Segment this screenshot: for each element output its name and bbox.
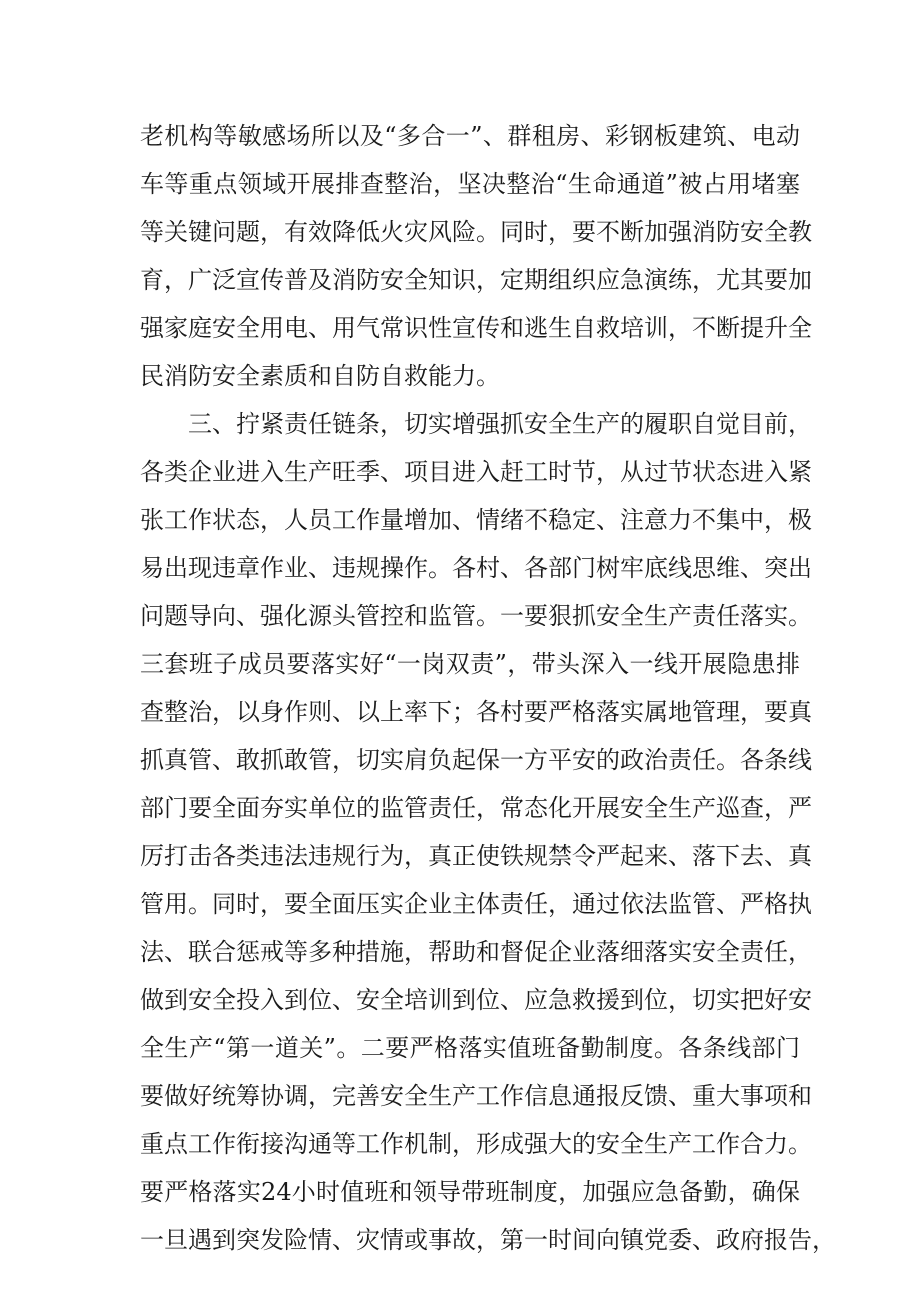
text-line: 强家庭安全用电、用气常识性宣传和逃生自救培训，不断提升全 <box>140 314 812 342</box>
text-line: 查整治，以身作则、以上率下；各村要严格落实属地管理，要真 <box>140 698 812 726</box>
text-line: 部门要全面夯实单位的监管责任，常态化开展安全生产巡查，严 <box>140 794 812 822</box>
text-line: 要严格落实24小时值班和领导带班制度，加强应急备勤，确保 <box>140 1178 800 1206</box>
text-line: 厉打击各类违法违规行为，真正使铁规禁令严起来、落下去、真 <box>140 842 812 870</box>
text-line: 育，广泛宣传普及消防安全知识，定期组织应急演练，尤其要加 <box>140 266 812 294</box>
text-line: 管用。同时，要全面压实企业主体责任，通过依法监管、严格执 <box>140 890 812 918</box>
text-line: 抓真管、敢抓敢管，切实肩负起保一方平安的政治责任。各条线 <box>140 746 812 774</box>
text-line: 重点工作衔接沟通等工作机制，形成强大的安全生产工作合力。 <box>140 1130 812 1158</box>
body-text <box>140 112 836 1264</box>
text-line: 问题导向、强化源头管控和监管。一要狠抓安全生产责任落实。 <box>140 602 812 630</box>
text-line: 一旦遇到突发险情、灾情或事故，第一时间向镇党委、政府报告， <box>140 1226 836 1254</box>
text-line: 要做好统筹协调，完善安全生产工作信息通报反馈、重大事项和 <box>140 1082 812 1110</box>
text-line: 做到安全投入到位、安全培训到位、应急救援到位，切实把好安 <box>140 986 812 1014</box>
text-line: 易出现违章作业、违规操作。各村、各部门树牢底线思维、突出 <box>140 554 812 582</box>
text-line: 全生产“第一道关”。二要严格落实值班备勤制度。各条线部门 <box>140 1034 800 1062</box>
section-heading-line: 三、拧紧责任链条，切实增强抓安全生产的履职自觉目前， <box>188 410 812 438</box>
text-line: 老机构等敏感场所以及“多合一”、群租房、彩钢板建筑、电动 <box>140 122 800 150</box>
text-line: 张工作状态，人员工作量增加、情绪不稳定、注意力不集中，极 <box>140 506 812 534</box>
text-line: 车等重点领域开展排查整治，坚决整治“生命通道”被占用堵塞 <box>140 170 800 198</box>
text-line: 等关键问题，有效降低火灾风险。同时，要不断加强消防安全教 <box>140 218 812 246</box>
text-line: 法、联合惩戒等多种措施，帮助和督促企业落细落实安全责任， <box>140 938 812 966</box>
text-line: 民消防安全素质和自防自救能力。 <box>140 362 500 390</box>
text-line: 各类企业进入生产旺季、项目进入赶工时节，从过节状态进入紧 <box>140 458 812 486</box>
text-line: 三套班子成员要落实好“一岗双责”，带头深入一线开展隐患排 <box>140 650 800 678</box>
